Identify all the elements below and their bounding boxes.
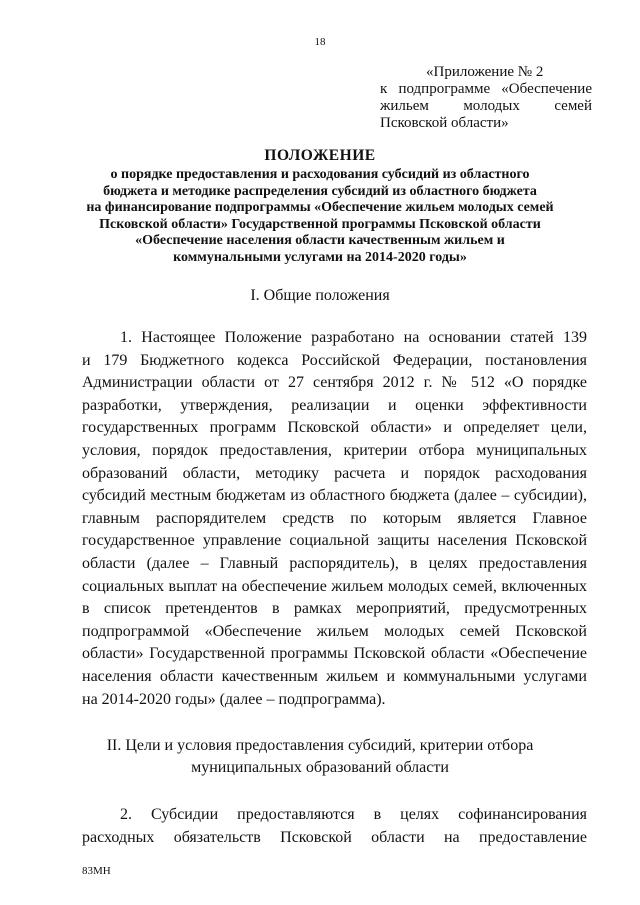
paragraph-line: субсидий местным бюджетам из областного бюджета (далее – субсидии), — [82, 487, 587, 505]
section-heading-text: I. Общие положения — [250, 287, 390, 304]
paragraph-line: главным распорядителем средств по которым является Главное — [82, 509, 587, 527]
paragraph-line: государственных программ Псковской области» и определяет цели, — [82, 419, 587, 437]
document-title: ПОЛОЖЕНИЕ — [264, 147, 376, 164]
paragraph-line: на 2014-2020 годы» (далее – подпрограмма). — [82, 690, 386, 708]
paragraph-line: образований области, методику расчета и порядок расходования — [82, 464, 587, 482]
paragraph-line: населения области качественным жильем и коммунальными услугами — [82, 667, 587, 685]
section-heading-text: муниципальных образований области — [191, 759, 449, 776]
subtitle-line: бюджета и методике распределения субсидий из областного бюджета — [103, 183, 537, 199]
subtitle-line: «Обеспечение населения области качественным жильем и — [135, 233, 505, 248]
section-heading-goals — [60, 735, 580, 779]
subtitle-line: коммунальными услугами на 2014-2020 годы» — [173, 249, 467, 265]
paragraph-line: области (далее – Главный распорядитель), в целях предоставления — [82, 554, 587, 572]
appendix-line: жильем молодых семей — [380, 98, 592, 114]
document-subtitle — [60, 167, 580, 266]
subtitle-line: о порядке предоставления и расходования субсидий из областного — [110, 167, 530, 182]
paragraph-line: и 179 Бюджетного кодекса Российской Федерации, постановления — [82, 351, 587, 369]
appendix-reference — [380, 64, 592, 132]
paragraph-line: Администрации области от 27 сентября 2012 г. № 512 «О порядке — [82, 374, 587, 392]
paragraph-2 — [82, 804, 587, 849]
appendix-line: «Приложение № 2 — [426, 64, 544, 80]
paragraph-line: условия, порядок предоставления, критерии отбора муниципальных — [82, 441, 587, 459]
appendix-line: к подпрограмме «Обеспечение — [380, 81, 592, 97]
footer-code: 83МН — [82, 865, 111, 877]
paragraph-line: государственное управление социальной защиты населения Псковской — [82, 532, 587, 550]
paragraph-line: области» Государственной программы Псковской области «Обеспечение — [82, 645, 587, 663]
paragraph-line: 1. Настоящее Положение разработано на основании статей 139 — [120, 329, 587, 346]
paragraph-line: 2. Субсидии предоставляются в целях софинансирования — [120, 806, 587, 823]
page-number: 18 — [314, 36, 326, 48]
paragraph-line: разработки, утверждения, реализации и оценки эффективности — [82, 396, 587, 414]
paragraph-line: расходных обязательств Псковской области на предоставление — [82, 828, 587, 846]
subtitle-line: на финансирование подпрограммы «Обеспечение жильем молодых семей — [86, 200, 554, 215]
section-heading-general — [60, 285, 580, 307]
paragraph-line: в список претендентов в рамках мероприятий, предусмотренных — [82, 600, 587, 618]
appendix-line: Псковской области» — [380, 115, 509, 131]
section-heading-text: II. Цели и условия предоставления субсидий, критерии отбора — [106, 737, 534, 754]
paragraph-line: подпрограммой «Обеспечение жильем молодых семей Псковской — [82, 622, 587, 640]
subtitle-line: Псковской области» Государственной программы Псковской области — [99, 216, 541, 232]
paragraph-1 — [82, 327, 587, 711]
paragraph-line: социальных выплат на обеспечение жильем молодых семей, включенных — [82, 577, 587, 595]
